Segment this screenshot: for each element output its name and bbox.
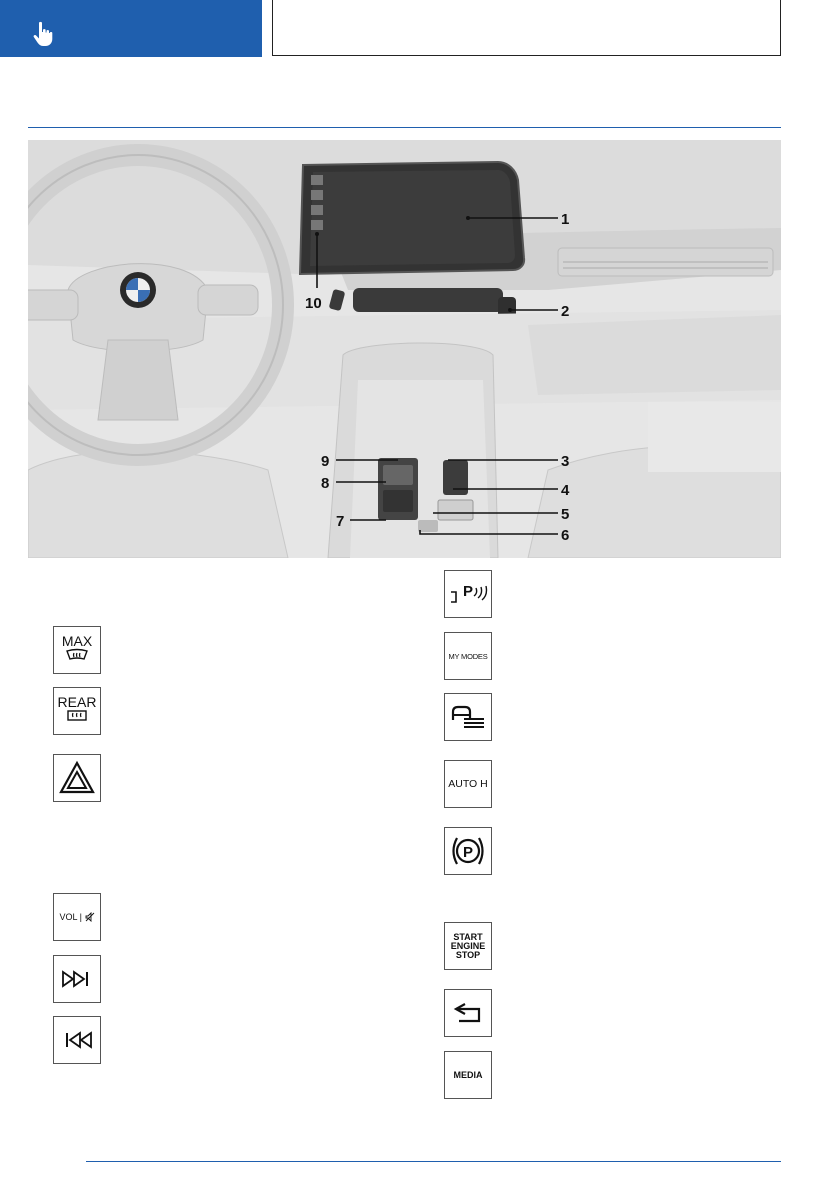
volume-label: VOL | [59, 911, 85, 922]
callout-3: 3 [561, 453, 570, 470]
callout-6: 6 [561, 527, 570, 544]
chapter-tab [0, 0, 262, 57]
volume-mute-icon [53, 893, 101, 941]
driving-assistant-icon [444, 693, 492, 741]
stop-label: STOP [455, 949, 481, 960]
max-defrost-icon [53, 626, 101, 674]
callout-2: 2 [561, 303, 570, 320]
cockpit-illustration [28, 140, 781, 558]
max-label: MAX [61, 632, 93, 649]
park-assist-letter: P [463, 583, 474, 600]
skip-forward-icon [53, 955, 101, 1003]
pointing-hand-icon [30, 20, 58, 48]
callout-9: 9 [321, 453, 330, 470]
my-modes-icon [444, 632, 492, 680]
callout-1: 1 [561, 211, 570, 228]
back-arrow-icon [444, 989, 492, 1037]
skip-back-icon [53, 1016, 101, 1064]
rear-label: REAR [57, 693, 97, 710]
media-icon [444, 1051, 492, 1099]
engine-label: ENGINE [450, 940, 486, 951]
callout-7: 7 [336, 513, 345, 530]
hazard-warning-icon [53, 754, 101, 802]
rear-window-defrost-icon [53, 687, 101, 735]
callout-5: 5 [561, 506, 570, 523]
title-box [272, 0, 781, 56]
footer-rule [86, 1161, 781, 1162]
start-stop-icon [444, 922, 492, 970]
park-assist-icon [444, 570, 492, 618]
start-label: START [453, 931, 483, 942]
parking-brake-icon [444, 827, 492, 875]
my-modes-label: MY MODES [448, 651, 488, 661]
callout-8: 8 [321, 475, 330, 492]
section-rule [28, 127, 781, 128]
auto-hold-icon [444, 760, 492, 808]
callout-4: 4 [561, 482, 570, 499]
callout-10: 10 [305, 295, 322, 312]
parking-brake-letter: P [463, 844, 474, 861]
media-label: MEDIA [453, 1070, 483, 1080]
auto-hold-label: AUTO H [448, 778, 488, 790]
